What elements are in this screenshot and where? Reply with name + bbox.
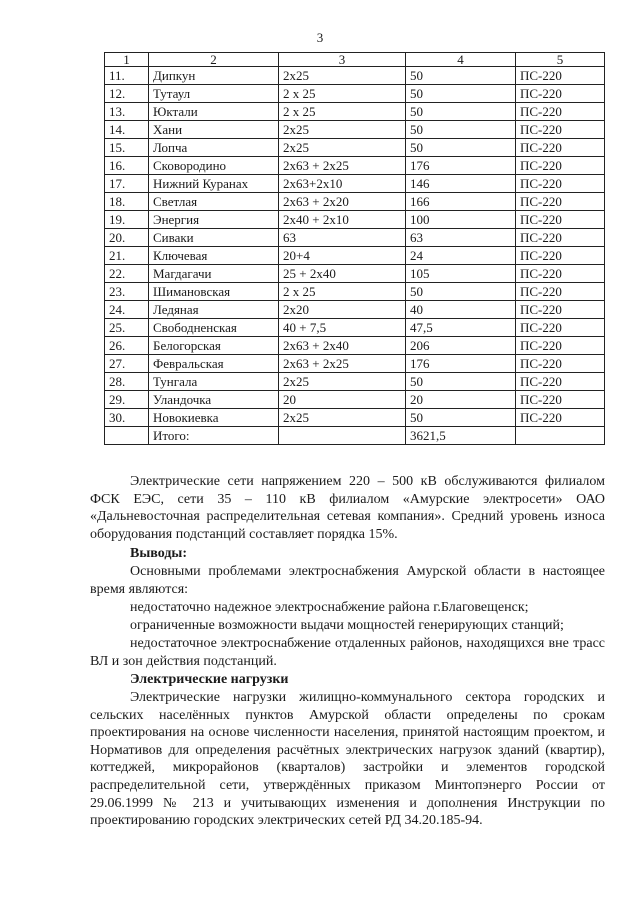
table-row [105,139,605,157]
total-value: 3621,5 [406,427,516,445]
table-cell: 2х63 + 2х25 [279,355,406,373]
paragraph-networks: Электрические сети напряжением 220 – 500 кВ обслуживаются филиалом ФСК ЕЭС, сети 35 – 110 кВ филиалом «Амурские электросети» ОАО «Дальневосточная распределительная сетевая компания». Средний уровень износа оборудования подстанций составляет порядка 15%. [90,474,605,542]
table-cell: Энергия [149,211,279,229]
table-cell: Уландочка [149,391,279,409]
table-cell: Февральская [149,355,279,373]
table-cell: 2 х 25 [279,283,406,301]
table-cell: 63 [406,229,516,247]
table-cell: ПС-220 [516,283,605,301]
table-cell: 13. [105,103,149,121]
table-cell: Новокиевка [149,409,279,427]
conclusions-heading: Выводы: [130,546,188,561]
total-row [105,427,605,445]
table-cell: 30. [105,409,149,427]
table-cell: 2х63+2х10 [279,175,406,193]
table-row [105,157,605,175]
table-cell: 18. [105,193,149,211]
table-cell: Свободненская [149,319,279,337]
table-cell: 50 [406,373,516,391]
paragraph-loads: Электрические нагрузки жилищно-коммунального сектора городских и сельских населённых пунктов Амурской области определены по срокам проектирования на основе численности населения, принятой настоящим проектом, и Нормативов для определения расчётных электрических нагрузок зданий (квартир), коттеджей, микрорайонов (кварталов) застройки и элементов городской распределительной сети, утверждённых приказом Минтопэнерго России от 29.06.1999 № 213 и учитывающих изменения и дополнения Инструкции по проектированию городских электрических сетей РД 34.20.185-94. [90,690,605,829]
table-row [105,211,605,229]
table-cell: 105 [406,265,516,283]
table-cell: 24. [105,301,149,319]
table-row [105,391,605,409]
table-cell: 50 [406,139,516,157]
table-cell: 2х20 [279,301,406,319]
table-cell: ПС-220 [516,157,605,175]
table-cell: 2х40 + 2х10 [279,211,406,229]
table-cell: 23. [105,283,149,301]
table-cell: ПС-220 [516,301,605,319]
table-cell: 47,5 [406,319,516,337]
table-cell: Нижний Куранах [149,175,279,193]
table-cell: Хани [149,121,279,139]
table-cell: Лопча [149,139,279,157]
table-cell: Сковородино [149,157,279,175]
table-cell: 20. [105,229,149,247]
paragraph-problems: Основными проблемами электроснабжения Амурской области в настоящее время являются: [90,564,605,597]
table-cell: 20 [406,391,516,409]
table-cell: ПС-220 [516,211,605,229]
table-cell: 100 [406,211,516,229]
table-cell: ПС-220 [516,319,605,337]
table-cell: ПС-220 [516,193,605,211]
table-cell: Тутаул [149,85,279,103]
table-row [105,67,605,85]
table-row [105,283,605,301]
table-cell: 2х63 + 2х40 [279,337,406,355]
table-cell: 166 [406,193,516,211]
total-label: Итого: [149,427,279,445]
table-cell: 50 [406,103,516,121]
table-cell: 24 [406,247,516,265]
table-cell: Тунгала [149,373,279,391]
substations-table [104,52,605,445]
table-cell: Сиваки [149,229,279,247]
table-cell: ПС-220 [516,175,605,193]
table-cell: 22. [105,265,149,283]
col-header: 2 [149,53,279,67]
table-cell: 2х25 [279,409,406,427]
table-cell [279,427,406,445]
table-row [105,229,605,247]
table-cell: Дипкун [149,67,279,85]
table-cell: ПС-220 [516,265,605,283]
table-row [105,103,605,121]
problem-item-2: ограниченные возможности выдачи мощностей генерирующих станций; [130,618,564,633]
table-row [105,247,605,265]
table-cell: 50 [406,283,516,301]
table-cell: 21. [105,247,149,265]
table-cell: 146 [406,175,516,193]
table-row [105,265,605,283]
table-cell: 50 [406,121,516,139]
table-cell: ПС-220 [516,229,605,247]
table-row [105,409,605,427]
table-cell: 40 [406,301,516,319]
table-cell: 15. [105,139,149,157]
table-cell: 40 + 7,5 [279,319,406,337]
table-row [105,121,605,139]
table-cell: 12. [105,85,149,103]
table-cell: Магдагачи [149,265,279,283]
col-header: 3 [279,53,406,67]
table-cell: 50 [406,85,516,103]
table-cell: ПС-220 [516,67,605,85]
table-cell: ПС-220 [516,247,605,265]
table-cell: 28. [105,373,149,391]
table-cell: Юктали [149,103,279,121]
table-cell: 50 [406,67,516,85]
table-cell: 2х63 + 2х25 [279,157,406,175]
table-cell: ПС-220 [516,355,605,373]
table-cell: 50 [406,409,516,427]
table-cell: 11. [105,67,149,85]
table-cell [105,427,149,445]
table-cell: 27. [105,355,149,373]
table-cell: 2 х 25 [279,103,406,121]
table-cell: ПС-220 [516,139,605,157]
table-cell: 20+4 [279,247,406,265]
table-cell: 2х25 [279,373,406,391]
table-row [105,85,605,103]
table-cell: 2х25 [279,121,406,139]
table-header-row [105,53,605,67]
table-row [105,175,605,193]
table-cell: Ключевая [149,247,279,265]
table-cell: 16. [105,157,149,175]
table-cell: 2х25 [279,139,406,157]
table-cell: Белогорская [149,337,279,355]
col-header: 1 [105,53,149,67]
table-cell: 19. [105,211,149,229]
table-cell: 176 [406,157,516,175]
table-row [105,355,605,373]
table-cell: ПС-220 [516,121,605,139]
table-cell: 20 [279,391,406,409]
table-cell: ПС-220 [516,409,605,427]
table-row [105,301,605,319]
table-cell: ПС-220 [516,373,605,391]
table-cell: 2х25 [279,67,406,85]
table-cell: Шимановская [149,283,279,301]
table-cell: ПС-220 [516,337,605,355]
col-header: 5 [516,53,605,67]
table-cell: 25. [105,319,149,337]
table-cell: 17. [105,175,149,193]
table-row [105,193,605,211]
table-cell [516,427,605,445]
problem-item-3: недостаточное электроснабжение отдаленных районов, находящихся вне трасс ВЛ и зон действия подстанций. [90,636,605,669]
table-cell: 25 + 2х40 [279,265,406,283]
problem-item-1: недостаточно надежное электроснабжение района г.Благовещенск; [130,600,529,615]
table-cell: ПС-220 [516,85,605,103]
table-cell: ПС-220 [516,391,605,409]
table-cell: 29. [105,391,149,409]
table-cell: 26. [105,337,149,355]
col-header: 4 [406,53,516,67]
loads-heading: Электрические нагрузки [130,672,289,687]
table-row [105,373,605,391]
table-row [105,337,605,355]
table-cell: 206 [406,337,516,355]
table-cell: Ледяная [149,301,279,319]
table-cell: 14. [105,121,149,139]
table-cell: 2х63 + 2х20 [279,193,406,211]
table-cell: 2 х 25 [279,85,406,103]
table-cell: 63 [279,229,406,247]
table-row [105,319,605,337]
table-cell: Светлая [149,193,279,211]
table-cell: ПС-220 [516,103,605,121]
table-cell: 176 [406,355,516,373]
page-number: 3 [316,30,324,45]
